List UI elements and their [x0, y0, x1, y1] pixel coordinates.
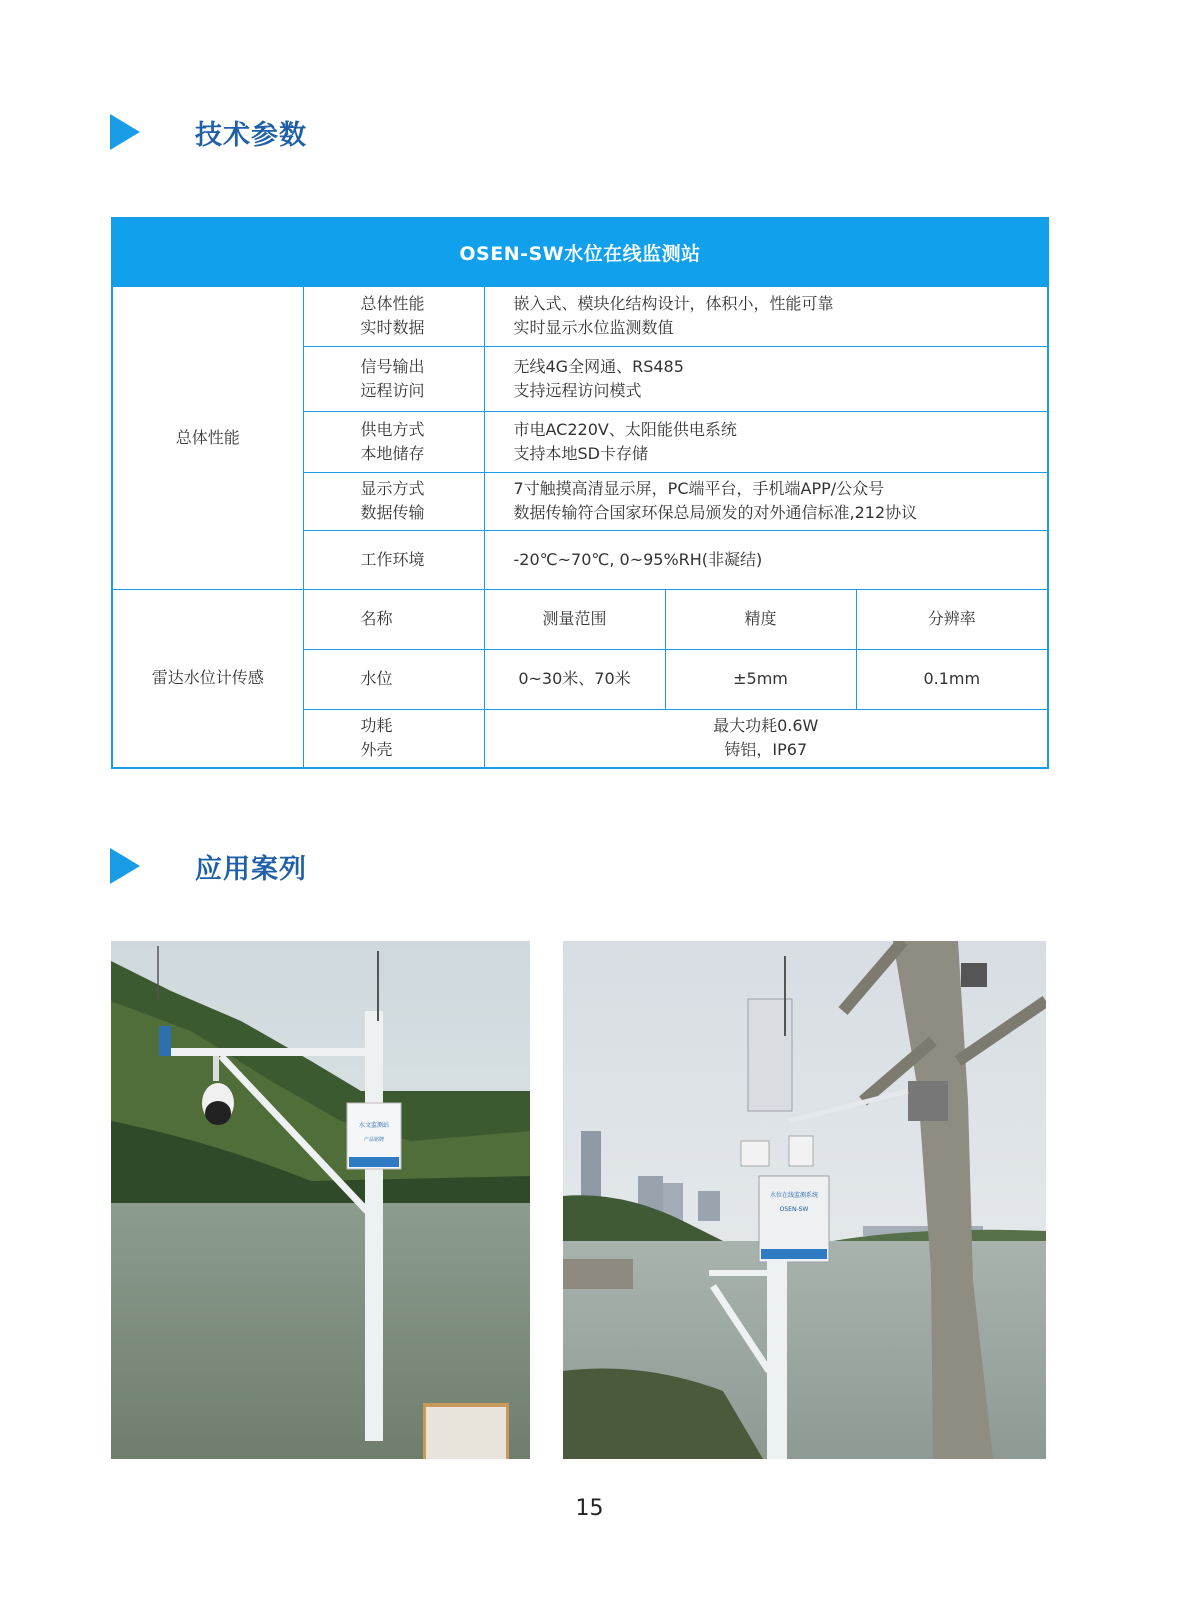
param-name: 工作环境 [303, 530, 484, 589]
param-value: 最大功耗0.6W 铸铝，IP67 [484, 709, 1048, 768]
water-level-name: 水位 [303, 649, 484, 709]
box-model: OSEN-SW [779, 1206, 809, 1213]
param-value: 无线4G全网通、RS485 支持远程访问模式 [484, 346, 1048, 411]
box-sublabel: 产品铭牌 [363, 1137, 385, 1143]
page-number: 15 [575, 1496, 604, 1521]
section-heading-tech [110, 112, 307, 152]
param-name: 总体性能 实时数据 [303, 286, 484, 346]
param-value: 7寸触摸高清显示屏，PC端平台，手机端APP/公众号 数据传输符合国家环保总局颁发的对外通信标准,212协议 [484, 472, 1048, 530]
param-value: -20℃~70℃, 0~95%RH(非凝结) [484, 530, 1048, 589]
header-accuracy: 精度 [665, 589, 856, 649]
param-value: 嵌入式、模块化结构设计，体积小，性能可靠 实时显示水位监测数值 [484, 286, 1048, 346]
category-overall: 总体性能 [112, 286, 303, 589]
param-name: 显示方式 数据传输 [303, 472, 484, 530]
section-title: 技术参数 [195, 119, 307, 151]
param-name: 供电方式 本地储存 [303, 411, 484, 472]
application-photo-right [563, 941, 1046, 1459]
water-level-range: 0~30米、70米 [484, 649, 665, 709]
box-label: 水文监测站 [358, 1122, 390, 1129]
param-value: 市电AC220V、太阳能供电系统 支持本地SD卡存储 [484, 411, 1048, 472]
header-resolution: 分辨率 [856, 589, 1048, 649]
application-photo-left [111, 941, 530, 1459]
param-name: 信号输出 远程访问 [303, 346, 484, 411]
box-label: 水位在线监测系统 [769, 1192, 819, 1199]
table-title: OSEN-SW水位在线监测站 [112, 218, 1048, 286]
category-radar: 雷达水位计传感 [112, 589, 303, 768]
triangle-arrow-icon [110, 848, 140, 884]
header-name: 名称 [303, 589, 484, 649]
header-range: 测量范围 [484, 589, 665, 649]
triangle-arrow-icon [110, 114, 140, 150]
spec-table [111, 217, 1049, 769]
spec-table-container [111, 217, 1047, 769]
water-level-resolution: 0.1mm [856, 649, 1048, 709]
section-title: 应用案列 [195, 853, 307, 885]
water-level-accuracy: ±5mm [665, 649, 856, 709]
param-name: 功耗 外壳 [303, 709, 484, 768]
section-heading-app [110, 846, 307, 886]
